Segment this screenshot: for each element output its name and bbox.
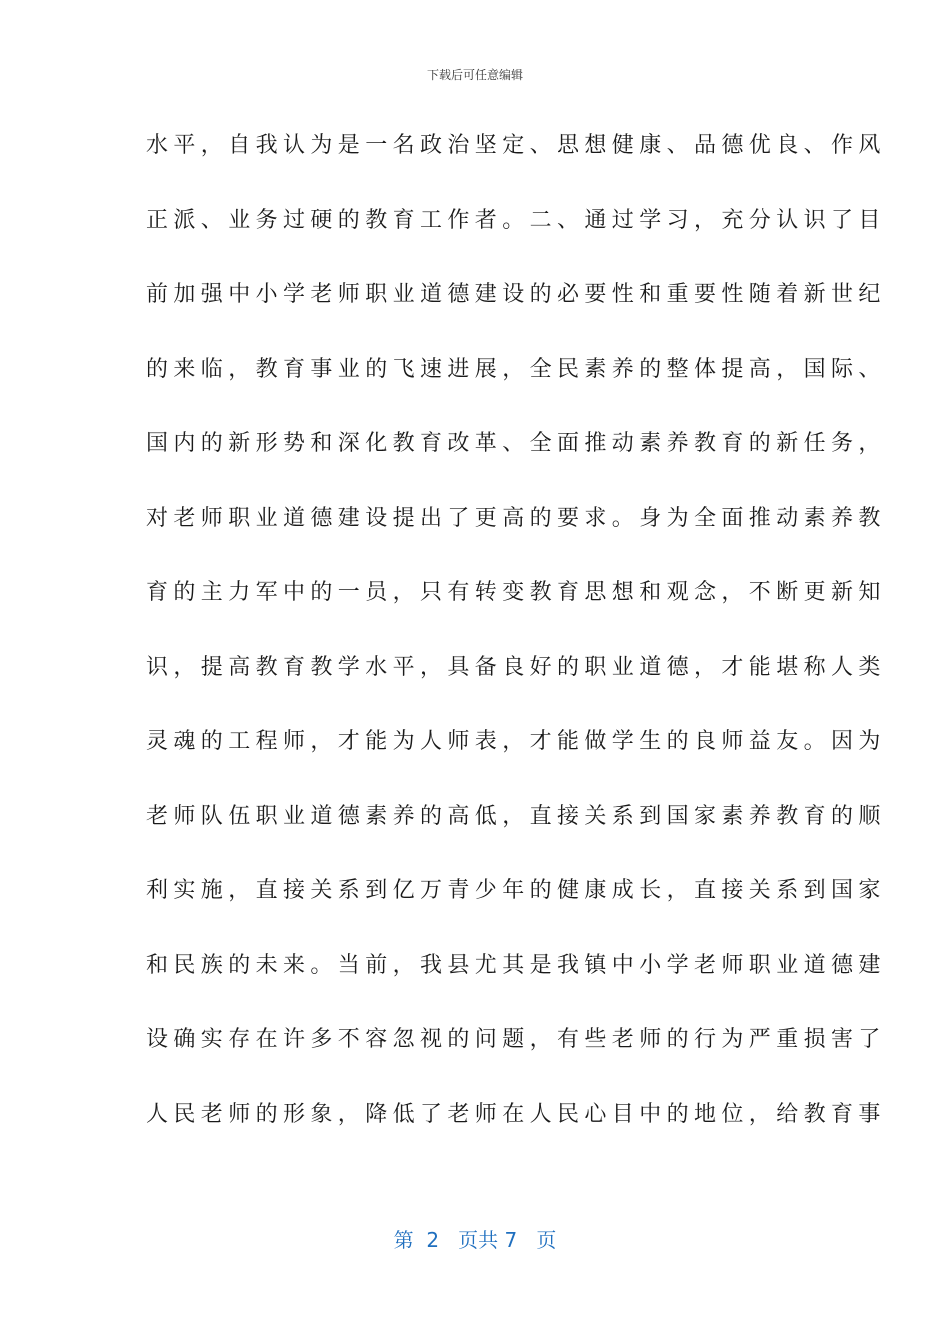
page-number-footer: 第 2 页共 7 页 [393,1228,557,1252]
page-header: 下载后可任意编辑 [426,68,523,82]
body-line: 对老师职业道德建设提出了更高的要求。身为全面推动素养教 [146,505,886,531]
body-line: 设确实存在许多不容忽视的问题，有些老师的行为严重损害了 [146,1027,886,1052]
body-line: 识，提高教育教学水平，具备良好的职业道德，才能堪称人类 [146,654,886,680]
body-line: 的来临，教育事业的飞速进展，全民素养的整体提高，国际、 [146,356,886,382]
body-line: 国内的新形势和深化教育改革、全面推动素养教育的新任务， [146,431,886,456]
body-line: 正派、业务过硬的教育工作者。二、通过学习，充分认识了目 [146,207,886,233]
body-line: 人民老师的形象，降低了老师在人民心目中的地位，给教育事 [146,1101,886,1127]
body-line: 和民族的未来。当前，我县尤其是我镇中小学老师职业道德建 [146,952,886,978]
body-line: 前加强中小学老师职业道德建设的必要性和重要性随着新世纪 [146,282,886,307]
document-body [146,120,886,1163]
body-line: 育的主力军中的一员，只有转变教育思想和观念，不断更新知 [146,580,886,605]
body-line: 灵魂的工程师，才能为人师表，才能做学生的良师益友。因为 [146,729,886,754]
body-line: 老师队伍职业道德素养的高低，直接关系到国家素养教育的顺 [146,803,886,829]
body-line: 水平，自我认为是一名政治坚定、思想健康、品德优良、作风 [146,133,886,158]
body-line: 利实施，直接关系到亿万青少年的健康成长，直接关系到国家 [146,878,886,903]
